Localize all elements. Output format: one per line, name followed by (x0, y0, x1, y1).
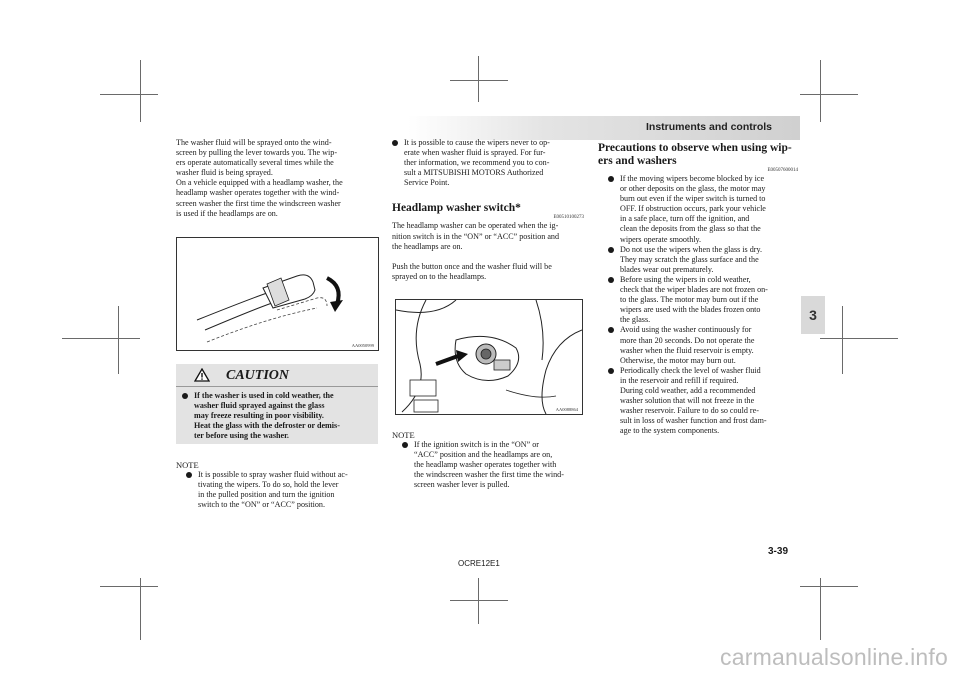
intro-line: washer fluid is being sprayed. (176, 168, 273, 178)
section-code: E00510100273 (553, 215, 584, 221)
middle-column (392, 138, 584, 282)
note-label: NOTE (392, 430, 415, 440)
section-code: E00507600014 (767, 168, 798, 173)
bullet-icon (608, 277, 614, 283)
para-line: nition switch is in the “ON” or “ACC” position and (392, 231, 560, 241)
precaution-item: Avoid using the washer continuously for more than 20 seconds. Do not operate the washer when the fluid reservoir is empty. Otherwise, the motor may burn out. (608, 325, 798, 365)
intro-line: is used if the headlamps are on. (176, 208, 278, 218)
warning-triangle-icon (194, 368, 210, 382)
wiper-lever-figure (176, 237, 379, 351)
watermark-link[interactable]: carmanualsonline.info (720, 644, 948, 670)
precautions-heading-line: Precautions to observe when using wip- (598, 142, 792, 154)
caution-box (176, 364, 378, 444)
intro-line: The washer fluid will be sprayed onto the wind- (176, 138, 332, 147)
bullet-icon (392, 140, 398, 146)
chapter-number: 3 (809, 307, 817, 323)
bullet-icon (608, 247, 614, 253)
left-note (176, 460, 378, 510)
middle-note (392, 430, 584, 491)
bullet-icon (186, 472, 192, 478)
section-header-title: Instruments and controls (645, 121, 772, 133)
para-line: the headlamps are on. (392, 241, 463, 251)
para-line: sprayed on to the headlamps. (392, 271, 487, 281)
intro-line: screen by pulling the lever towards you. The wip- (176, 148, 338, 158)
bullet-icon (608, 368, 614, 374)
precaution-item: Before using the wipers in cold weather, check that the wiper blades are not frozen on- to the glass. The motor may burn out if the wipers are used with the blades frozen onto the glass. (608, 275, 798, 325)
intro-line: screen washer the first time the windscreen washer (176, 198, 341, 208)
precaution-item: Do not use the wipers when the glass is dry. They may scratch the glass surface and the blades wear out prematurely. (608, 245, 798, 275)
precautions-heading-line: ers and washers (598, 155, 677, 167)
note-label: NOTE (176, 460, 199, 470)
bullet-icon (402, 442, 408, 448)
wiper-lever-illustration (177, 238, 378, 350)
figure-code: AA0088864 (555, 407, 578, 412)
caution-title: CAUTION (226, 368, 290, 383)
document-code: OCRE12E1 (458, 559, 500, 568)
page-number: 3-39 (767, 546, 788, 557)
figure-code: AA0050999 (351, 343, 374, 348)
chapter-tab[interactable] (801, 296, 825, 334)
caution-header (176, 364, 378, 387)
caution-item: If the washer is used in cold weather, the washer fluid sprayed against the glass may freeze resulting in poor visibility. Heat the glass with the defroster or demis- ter before using the washer. (182, 391, 374, 441)
right-column (598, 142, 798, 436)
intro-line: headlamp washer operates together with the wind- (176, 188, 340, 198)
headlamp-switch-figure (395, 299, 583, 415)
headlamp-switch-illustration (396, 300, 582, 414)
bullet-icon (608, 176, 614, 182)
bullet-icon (182, 393, 188, 399)
middle-bullet-item: It is possible to cause the wipers never to op- erate when washer fluid is sprayed. For fur- ther information, we recommend you to con- sult a MITSUBISHI MOTORS Authorized Service Point. (392, 138, 584, 188)
intro-line: ers operate automatically several times while the (176, 158, 334, 168)
caution-body (182, 391, 374, 441)
para-line: The headlamp washer can be operated when the ig- (392, 221, 559, 231)
note-item: It is possible to spray washer fluid without ac- tivating the wipers. To do so, hold the lever in the pulled position and turn the ignition switch to the “ON” or “ACC” position. (186, 470, 378, 510)
intro-line: On a vehicle equipped with a headlamp washer, the (176, 178, 343, 188)
note-item: If the ignition switch is in the “ON” or “ACC” position and the headlamps are on, the headlamp washer operates together with the windscreen washer the first time the wind- screen washer lever is pulled. (402, 440, 584, 490)
headlamp-washer-heading: Headlamp washer switch* (392, 202, 521, 215)
bullet-icon (608, 327, 614, 333)
precaution-item: Periodically check the level of washer fluid in the reservoir and refill if required. During cold weather, add a recommended washer solution that will not freeze in the washer reservoir. Failure to do so could re- sult in loss of washer function and frost dam- age to the system components. (608, 366, 798, 437)
left-column (176, 138, 378, 219)
para-line: Push the button once and the washer fluid will be (392, 261, 552, 271)
precaution-item: If the moving wipers become blocked by ice or other deposits on the glass, the motor may burn out even if the wiper switch is turned to OFF. If obstruction occurs, park your vehicle in a safe place, turn off the ignition, and clean the deposits from the glass so that the wipers operate smoothly. (608, 174, 798, 245)
